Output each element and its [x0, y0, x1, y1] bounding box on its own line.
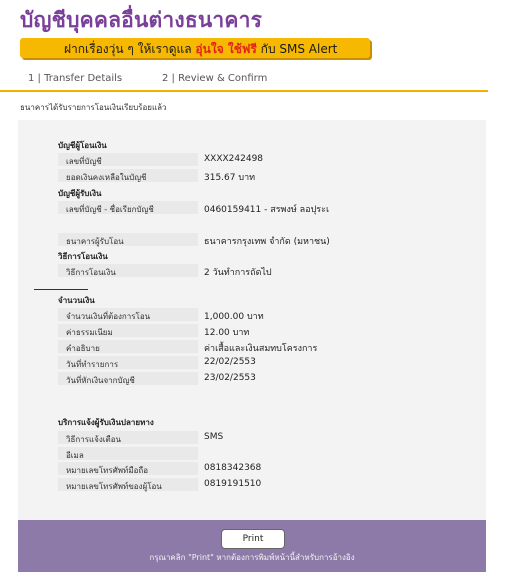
amount-value: 1,000.00 บาท — [204, 312, 264, 322]
print-button[interactable]: Print — [221, 529, 285, 549]
to-account-label: เลขที่บัญชี - ชื่อเรียกบัญชี — [66, 205, 154, 214]
transfer-method-label: วิธีการโอนเงิน — [66, 268, 116, 277]
description-value: ค่าเสื้อและเงินสมทบโครงการ — [204, 344, 318, 354]
step-review-confirm[interactable]: 2 | Review & Confirm — [162, 73, 268, 84]
balance-value: 315.67 บาท — [204, 173, 256, 183]
banner-text — [64, 40, 337, 59]
fee-value: 12.00 บาท — [204, 328, 250, 338]
banner-text-part-1: ฝากเรื่องวุ่น ๆ ให้เราดูแล — [64, 42, 196, 56]
section-transfer-method: วิธีการโอนเงิน — [58, 252, 108, 261]
row-label-box — [58, 264, 198, 277]
row-label-box — [58, 462, 198, 475]
step-indicator — [0, 68, 488, 92]
row-label-box — [58, 169, 198, 182]
transfer-method-value: 2 วันทำการถัดไป — [204, 268, 272, 278]
row-label-box — [58, 356, 198, 369]
description-label: คำอธิบาย — [66, 344, 100, 353]
section-notification: บริการแจ้งผู้รับเงินปลายทาง — [58, 418, 154, 427]
footer-bar — [18, 520, 486, 572]
banner-text-part-3: กับ SMS Alert — [256, 42, 338, 56]
balance-label: ยอดเงินคงเหลือในบัญชี — [66, 173, 147, 182]
debit-date-value: 23/02/2553 — [204, 373, 256, 383]
row-label-box — [58, 478, 198, 491]
amount-label: จำนวนเงินที่ต้องการโอน — [66, 312, 151, 321]
row-label-box — [58, 372, 198, 385]
section-from-account: บัญชีผู้โอนเงิน — [58, 141, 107, 150]
row-label-box — [58, 201, 198, 214]
fee-label: ค่าธรรมเนียม — [66, 328, 113, 337]
row-label-box — [58, 431, 198, 444]
mobile-number-label: หมายเลขโทรศัพท์มือถือ — [66, 466, 149, 475]
section-amount: จำนวนเงิน — [58, 296, 95, 305]
status-message: ธนาคารได้รับรายการโอนเงินเรียบร้อยแล้ว — [20, 103, 167, 112]
mobile-number-value: 0818342368 — [204, 463, 262, 473]
notify-method-label: วิธีการแจ้งเตือน — [66, 435, 121, 444]
row-label-box — [58, 324, 198, 337]
step-transfer-details[interactable]: 1 | Transfer Details — [28, 73, 123, 84]
page-title: บัญชีบุคคลอื่นต่างธนาคาร — [20, 8, 263, 32]
row-label-box — [58, 308, 198, 321]
row-label-box — [58, 340, 198, 353]
receiving-bank-value: ธนาคารกรุงเทพ จำกัด (มหาชน) — [204, 237, 330, 247]
sender-phone-label: หมายเลขโทรศัพท์ของผู้โอน — [66, 482, 162, 491]
sms-alert-banner[interactable] — [20, 38, 370, 58]
banner-highlight: อุ่นใจ ใช้ฟรี — [195, 42, 257, 56]
from-account-number-value: XXXX242498 — [204, 154, 264, 164]
section-to-account: บัญชีผู้รับเงิน — [58, 189, 102, 198]
row-label-box — [58, 233, 198, 246]
row-label-box — [58, 153, 198, 166]
debit-date-label: วันที่หักเงินจากบัญชี — [66, 376, 135, 385]
notify-method-value: SMS — [204, 432, 224, 442]
print-instruction: กรุณาคลิก "Print" หากต้องการพิมพ์หน้านี้สำหรับการอ้างอิง — [149, 553, 355, 562]
email-label: อีเมล — [66, 451, 84, 460]
sender-phone-value: 0819191510 — [204, 479, 262, 489]
row-label-box — [58, 447, 198, 460]
transaction-date-value: 22/02/2553 — [204, 357, 256, 367]
to-account-value: 0460159411 - สรพงษ์ ลอปุระเ — [204, 205, 330, 215]
from-account-number-label: เลขที่บัญชี — [66, 157, 102, 166]
receiving-bank-label: ธนาคารผู้รับโอน — [66, 237, 124, 246]
section-divider — [34, 289, 88, 290]
transaction-date-label: วันที่ทำรายการ — [66, 360, 119, 369]
